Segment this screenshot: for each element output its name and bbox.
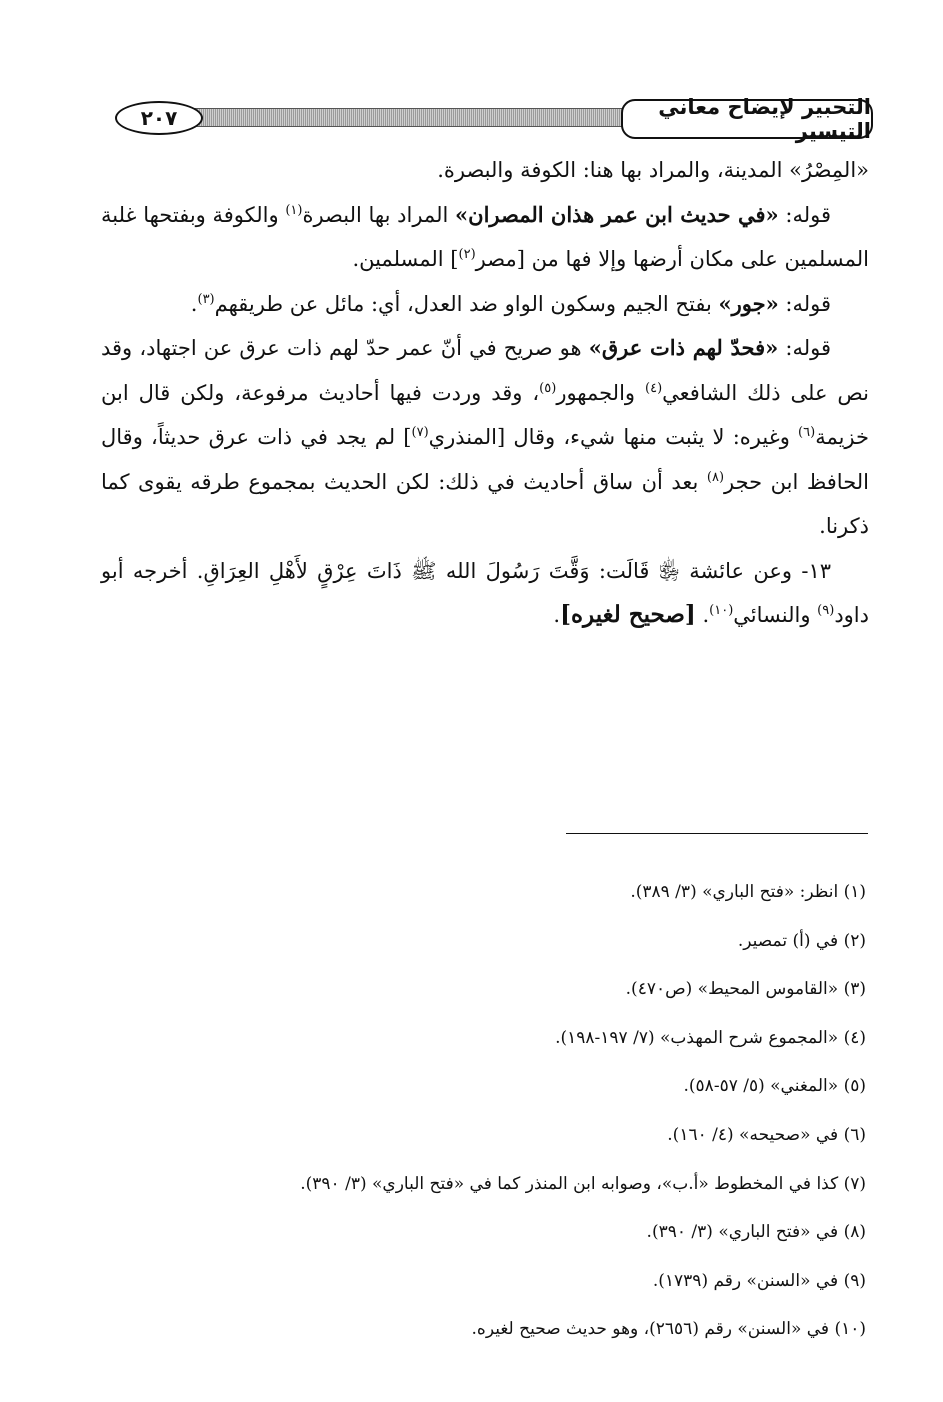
paragraph-1: «المِصْرُ» المدينة، والمراد بها هنا: الكوفة والبصرة. [437, 158, 869, 182]
quoted-phrase: «في حديث ابن عمر هذان المصران» [455, 201, 779, 227]
header-decorative-band [137, 108, 643, 127]
footnote-8: (٨) في «فتح الباري» (٣/ ٣٩٠). [646, 1222, 866, 1243]
footnote-1: (١) انظر: «فتح الباري» (٣/ ٣٨٩). [630, 882, 866, 902]
footnote-3: (٣) «القاموس المحيط» (ص٤٧٠). [625, 979, 866, 1000]
footnote-ref-10[interactable]: (١٠) [709, 603, 734, 618]
footnote-6: (٦) في «صحيحه» (٤/ ١٦٠). [667, 1124, 866, 1145]
footnote-ref-5[interactable]: (٥) [539, 380, 557, 396]
footnote-9: (٩) في «السنن» رقم (١٧٣٩). [652, 1270, 866, 1291]
main-text [101, 148, 869, 638]
footnote-ref-7[interactable]: (٧) [411, 425, 429, 440]
page-number: ٢٠٧ [115, 101, 203, 135]
page-header [97, 96, 873, 144]
quoted-phrase: «فحدّ لهم ذات عرق» [588, 335, 779, 360]
footnote-ref-9[interactable]: (٩) [817, 603, 835, 618]
footnote-5: (٥) «المغني» (٥/ ٥٧-٥٨). [683, 1076, 866, 1097]
footnote-4: (٤) «المجموع شرح المهذب» (٧/ ١٩٧-١٩٨). [555, 1027, 866, 1048]
footnote-2: (٢) في (أ) تمصير. [737, 930, 866, 951]
hadith-grade: [صحيح لغيره] [560, 601, 696, 628]
footnote-ref-8[interactable]: (٨) [706, 469, 725, 485]
footnote-7: (٧) كذا في المخطوط «أ.ب»، وصوابه ابن المنذر كما في «فتح الباري» (٣/ ٣٩٠). [300, 1173, 866, 1194]
footnote-ref-1[interactable]: (١) [285, 202, 303, 218]
footnote-ref-2[interactable]: (٢) [458, 247, 476, 262]
footnote-ref-3[interactable]: (٣) [197, 291, 215, 307]
paragraph-2: قوله: «في حديث ابن عمر هذان المصران» المراد بها البصرة$^{(١)}$ والكوفة وبفتحها غلبة المسلمين على مكان أرضها وإلا فها من [مصر$^{(٢)}$] المسلمين. [101, 201, 869, 271]
book-title: التحبير لإيضاح معاني التيسير [621, 99, 873, 139]
paragraph-4: قوله: «فحدّ لهم ذات عرق» هو صريح في أنّ عمر حدّ لهم ذات عرق عن اجتهاد، وقد نص على ذلك الشافعي$^{(٤)}$ والجمهور$^{(٥)}$، وقد وردت فيها أحاديث مرفوعة، ولكن قال ابن خزيمة$^{(٦)}$ وغيره: لا يثبت منها شيء، وقال [المنذري$^{(٧)}$] لم يجد في ذات عرق حديثاً، وقال الحافظ ابن حجر$^{(٨)}$ بعد أن ساق أحاديث في ذلك: لكن الحديث بمجموع طرقه يقوى كما ذكرنا. [101, 335, 870, 538]
footnote-ref-4[interactable]: (٤) [645, 380, 663, 396]
footnote-ref-6[interactable]: (٦) [798, 425, 816, 440]
quoted-phrase: «جور» [718, 290, 779, 316]
footnote-separator [566, 833, 868, 834]
paragraph-3: قوله: «جور» بفتح الجيم وسكون الواو ضد العدل، أي: مائل عن طريقهم$^{(٣)}$. [190, 290, 831, 316]
hadith-13-paragraph: ١٣- وعن عائشة ﵂ قَالَت: وَقَّتَ رَسُولَ الله ﷺ ذَاتَ عِرْقٍ لأَهْلِ العِرَاقِ. أخرجه أبو داود$^{(٩)}$ والنسائي$^{(١٠)}$. [صحيح لغيره]. [101, 558, 869, 628]
footnote-10: (١٠) في «السنن» رقم (٢٦٥٦)، وهو حديث صحيح لغيره. [471, 1319, 866, 1340]
footnotes [150, 868, 866, 1354]
